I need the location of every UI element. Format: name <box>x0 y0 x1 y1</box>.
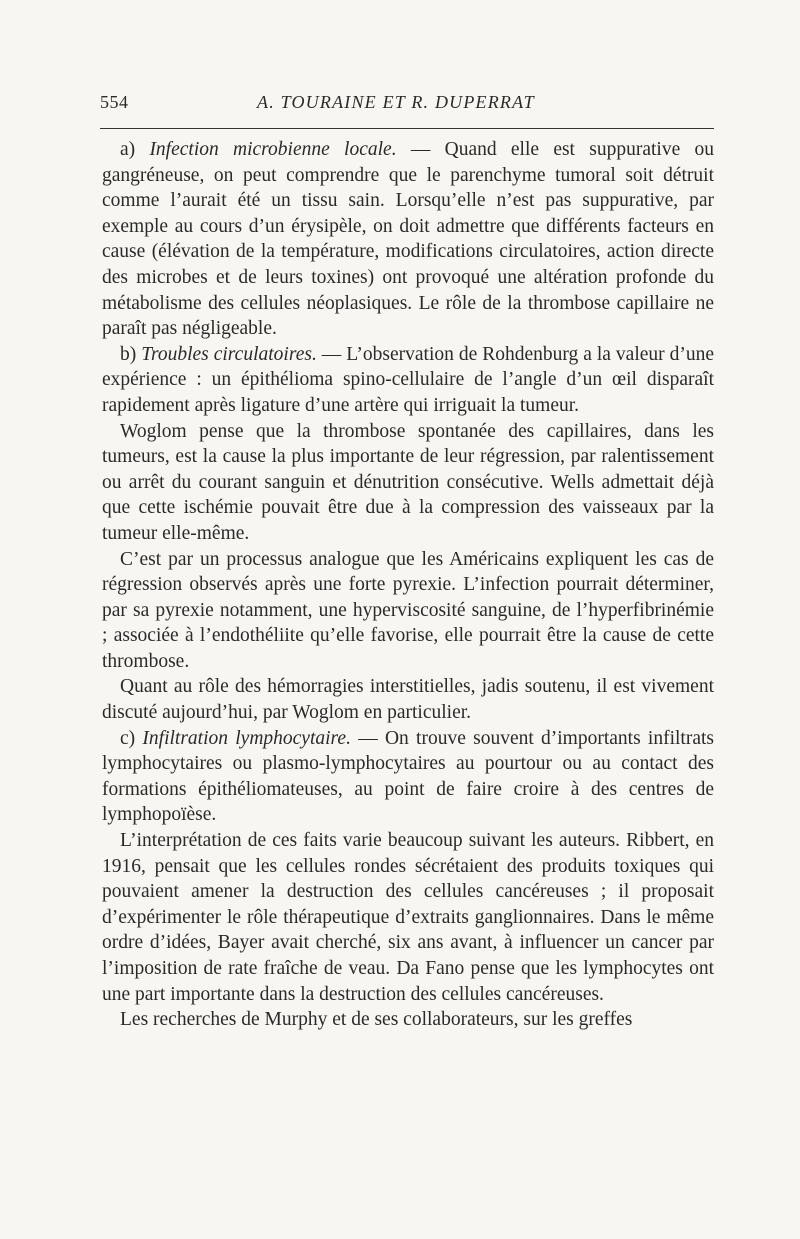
section-label: Infiltration lymphocytaire. <box>142 727 351 749</box>
page-header <box>100 92 715 120</box>
page-number: 554 <box>100 92 129 112</box>
paragraph-woglom <box>102 419 714 547</box>
section-label: Troubles circulatoires. <box>141 343 317 365</box>
paragraph-murphy <box>102 1007 714 1033</box>
paragraph-text: Quant au rôle des hémorragies interstitielles, jadis soutenu, il est vivement discuté aujourd’hui, par Woglom en particulier. <box>102 676 714 724</box>
paragraph-text: Les recherches de Murphy et de ses collaborateurs, sur les greffes <box>120 1009 633 1031</box>
paragraph-americains <box>102 547 714 675</box>
header-rule <box>100 128 714 129</box>
paragraph-text: C’est par un processus analogue que les Américains expliquent les cas de régression observés après une forte pyrexie. L’infection pourrait déterminer, par sa pyrexie notamment, une hyperviscosité sanguine, de l’hyperfibrinémie ; associée à l’endothéliite qu’elle favorise, elle pourrait être la cause de cette thrombose. <box>102 548 714 672</box>
paragraph-text: — Quand elle est suppurative ou gangréneuse, on peut comprendre que le parenchyme tumoral soit détruit comme l’aurait été un tissu sain. Lorsqu’elle n’est pas suppurative, par exemple au cours d’un érysipèle, on doit admettre que différents facteurs en cause (élévation de la température, modifications circulatoires, action directe des microbes et de leurs toxines) ont provoqué une altération profonde du métabolisme des cellules néoplasiques. Le rôle de la thrombose capillaire ne paraît pas négligeable. <box>102 139 715 340</box>
running-head: A. TOURAINE ET R. DUPERRAT <box>257 92 535 112</box>
paragraph-text: — L’observation de Rohdenburg a la valeur d’une expérience : un épithélioma spino-cellulaire de l’angle d’un œil disparaît rapidement après ligature d’une artère qui irriguait la tumeur. <box>102 343 715 416</box>
paragraph-hemorragies <box>102 674 714 725</box>
section-label: Infection microbienne locale. <box>149 139 397 160</box>
paragraph-marker: b) <box>120 343 142 365</box>
paragraph-text: L’interprétation de ces faits varie beaucoup suivant les auteurs. Ribbert, en 1916, pensait que les cellules rondes sécrétaient des produits toxiques qui pouvaient amener la destruction des cellules cancéreuses ; il proposait d’expérimenter le rôle thérapeutique d’extraits ganglionnaires. Dans le même ordre d’idées, Bayer avait cherché, six ans avant, à influencer un cancer par l’imposition de rate fraîche de veau. Da Fano pense que les lymphocytes ont une part importante dans la destruction des cellules cancéreuses. <box>102 830 714 1005</box>
paragraph-marker: c) <box>120 727 143 749</box>
paragraph-interpretation <box>102 828 714 1007</box>
paragraph-text: Woglom pense que la thrombose spontanée des capillaires, dans les tumeurs, est la cause la plus importante de leur régression, par ralentissement ou arrêt du courant sanguin et dénutrition consécutive. Wells admettait déjà que cette ischémie pouvait être due à la compression des vaisseaux par la tumeur elle-même. <box>102 420 714 544</box>
body-text <box>102 137 714 1033</box>
paragraph-text: — On trouve souvent d’importants infiltrats lymphocytaires ou plasmo-lymphocytaires au pourtour ou au contact des formations épithéliomateuses, au point de faire croire à des centres de lymphopoïèse. <box>102 727 714 826</box>
paragraph-a <box>102 137 714 342</box>
paragraph-c <box>102 726 714 828</box>
paragraph-marker: a) <box>120 139 150 160</box>
paragraph-b <box>102 342 714 419</box>
